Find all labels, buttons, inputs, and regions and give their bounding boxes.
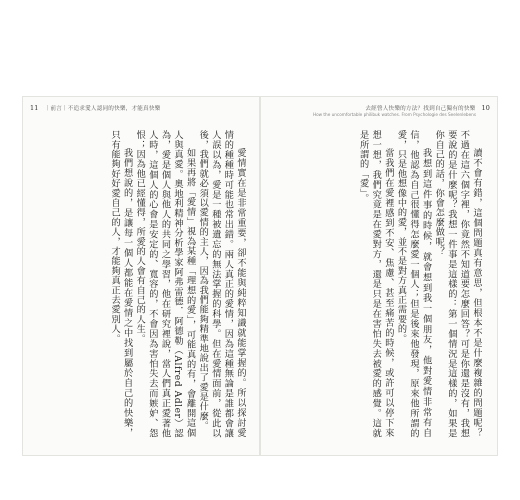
left-running-header bbox=[30, 104, 160, 112]
left-paragraph: 如果再將「愛情」視為某種「理想的愛」，可能真的有，會離開這個人與真愛。奧地利精神分析學家阿弗雷德．阿德勒（Alfred Adler）認為，愛是個人與他人的共同之學習，他在研究裡說，當人們真正愛著他人時，這個人的心會是安定的、寬容的，不會因為害怕失去而嫉妒、怨恨；因為他已經懂得，所愛的人會有自己的人生。 bbox=[134, 130, 196, 438]
right-page-body bbox=[274, 130, 482, 438]
right-paragraph: 當我們在愛裡感到不安、焦慮、甚至痛苦的時候，或許可以停下來想一想，我們究竟是在愛對方，還是只是在害怕失去被愛的感覺。這就是所謂的「愛」。 bbox=[357, 130, 394, 438]
left-running-head: ｜前言｜不追求愛人認同的快樂，才能真快樂 bbox=[44, 106, 161, 112]
left-page-body bbox=[36, 130, 246, 438]
left-page bbox=[22, 96, 260, 456]
right-paragraph: 我想到這件事的時候，就會想到我一個朋友，他對愛情非常有自信，他認為自己很懂得怎麼愛一個人；但是後來他發現，原來他所謂的愛，只是他想像中的愛，並不是對方真正需要的。 bbox=[395, 130, 432, 438]
left-page-number: 11 bbox=[30, 104, 39, 112]
right-running-head: 去經營人快樂的方法？找到自己獨有的快樂 bbox=[365, 106, 476, 112]
left-paragraph: 我們想說的，是讓每一個人都能在愛情之中找到屬於自己的快樂，只有能夠好好愛自己的人，才能夠真正去愛別人。 bbox=[109, 130, 133, 438]
right-running-header bbox=[365, 104, 490, 112]
right-page-number: 10 bbox=[481, 104, 490, 112]
left-paragraph: 愛情實在是非常重要，卻不能與純粹知識就能掌握的。所以探討愛情的種種時可能也常出錯。兩人真正的愛情，因為這種無論是誰都會讓人誤以為，愛是一種被遺忘的無法掌握的科學。但在愛情面前，從此以後，我們就必須以愛情的主人，因為我們能夠精準地說出了愛是什麼。 bbox=[197, 130, 246, 438]
right-paragraph: 讀不會有錯，這個問題真有意思，但根本不是什麼複雜的問題呢？不過在這六個字裡，你竟然不知道要怎麼回答？可是你還是沒有，我想要說的是什麼呢？我想一件事是這樣的：第一個情況是這樣的，如果是你自己的話，你會怎麼做呢？ bbox=[433, 130, 482, 438]
right-english-subheader: How the uncomfortable philibuk watches. From Psychologie des Seelenlebens bbox=[312, 112, 476, 117]
right-page bbox=[260, 96, 498, 456]
